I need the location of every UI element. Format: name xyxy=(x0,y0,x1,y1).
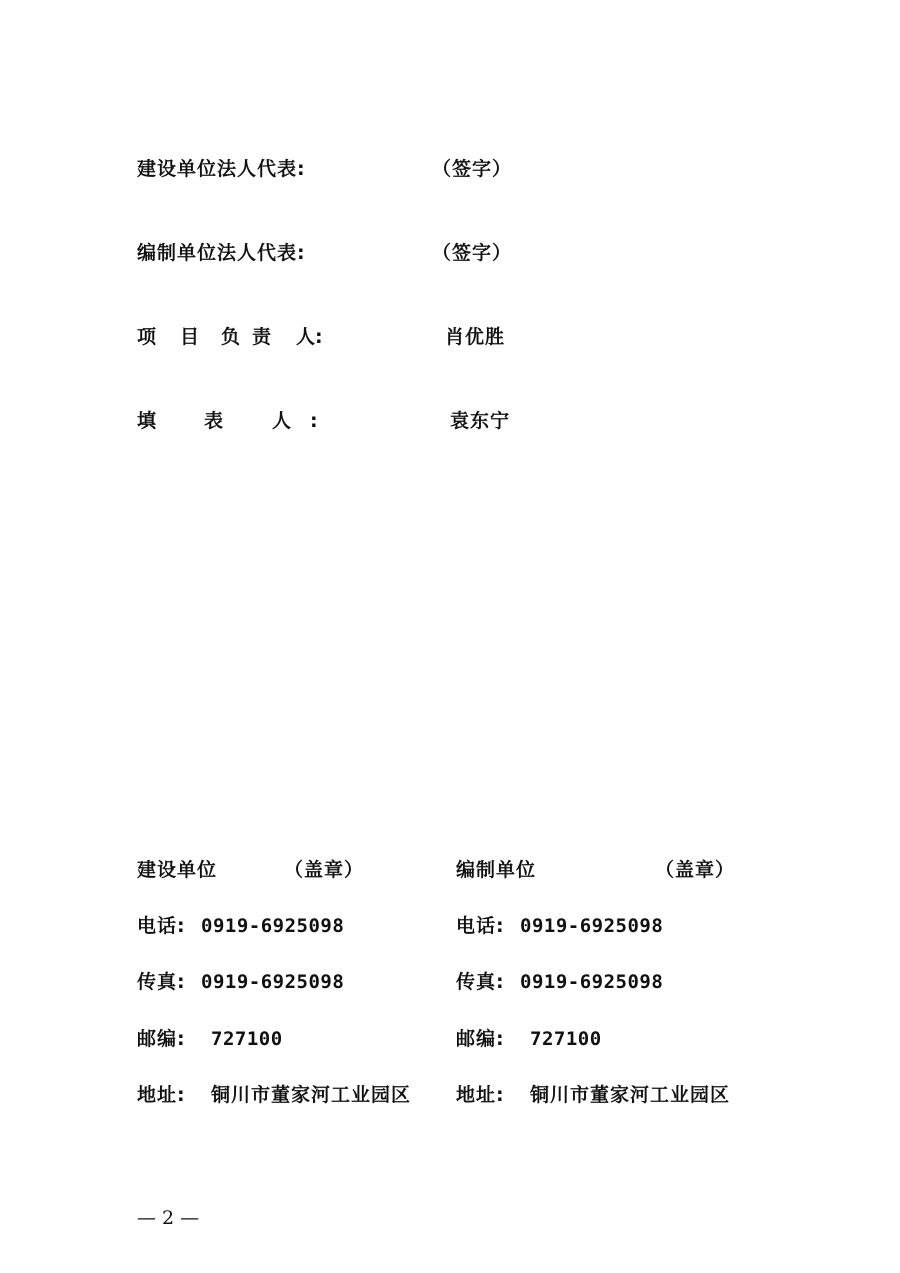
construction-rep-signature-note: （签字） xyxy=(432,158,513,180)
compiler-rep-signature-note: （签字） xyxy=(432,242,513,264)
construction-unit-address-label: 地址: xyxy=(137,1084,186,1106)
compiling-unit-fax-label: 传真: xyxy=(456,971,505,993)
compiling-unit-phone-label: 电话: xyxy=(456,915,505,937)
compiling-unit-title: 编制单位 xyxy=(456,859,537,881)
construction-unit-seal-note: （盖章） xyxy=(284,859,365,881)
construction-unit-fax: 0919-6925098 xyxy=(201,971,345,993)
compiling-unit-address: 铜川市董家河工业园区 xyxy=(530,1084,731,1106)
construction-unit-phone-label: 电话: xyxy=(137,915,186,937)
construction-unit-fax-label: 传真: xyxy=(137,971,186,993)
construction-rep-label: 建设单位法人代表: xyxy=(137,158,306,180)
compiling-unit-postcode-label: 邮编: xyxy=(456,1028,505,1050)
form-filler-label-char: 表 xyxy=(204,410,224,432)
construction-unit-phone: 0919-6925098 xyxy=(201,915,345,937)
compiling-unit-address-label: 地址: xyxy=(456,1084,505,1106)
form-filler-label-char: 人 xyxy=(272,410,292,432)
compiling-unit-fax: 0919-6925098 xyxy=(520,971,664,993)
project-lead-label-char: 项 xyxy=(137,326,157,348)
construction-unit-title: 建设单位 xyxy=(137,859,218,881)
project-lead-name: 肖优胜 xyxy=(445,326,506,348)
compiler-rep-label: 编制单位法人代表: xyxy=(137,242,306,264)
form-filler-label-char: : xyxy=(310,410,318,432)
project-lead-label-char: 人: xyxy=(296,326,323,348)
page-number: — 2 — xyxy=(137,1207,200,1229)
project-lead-label-char: 目 xyxy=(180,326,200,348)
compiling-unit-phone: 0919-6925098 xyxy=(520,915,664,937)
construction-unit-postcode-label: 邮编: xyxy=(137,1028,186,1050)
form-filler-label-char: 填 xyxy=(137,410,157,432)
form-filler-name: 袁东宁 xyxy=(450,410,511,432)
construction-unit-address: 铜川市董家河工业园区 xyxy=(211,1084,412,1106)
project-lead-label-char: 负 xyxy=(221,326,241,348)
compiling-unit-seal-note: （盖章） xyxy=(655,859,736,881)
project-lead-label-char: 责 xyxy=(252,326,272,348)
construction-unit-postcode: 727100 xyxy=(211,1028,283,1050)
compiling-unit-postcode: 727100 xyxy=(530,1028,602,1050)
